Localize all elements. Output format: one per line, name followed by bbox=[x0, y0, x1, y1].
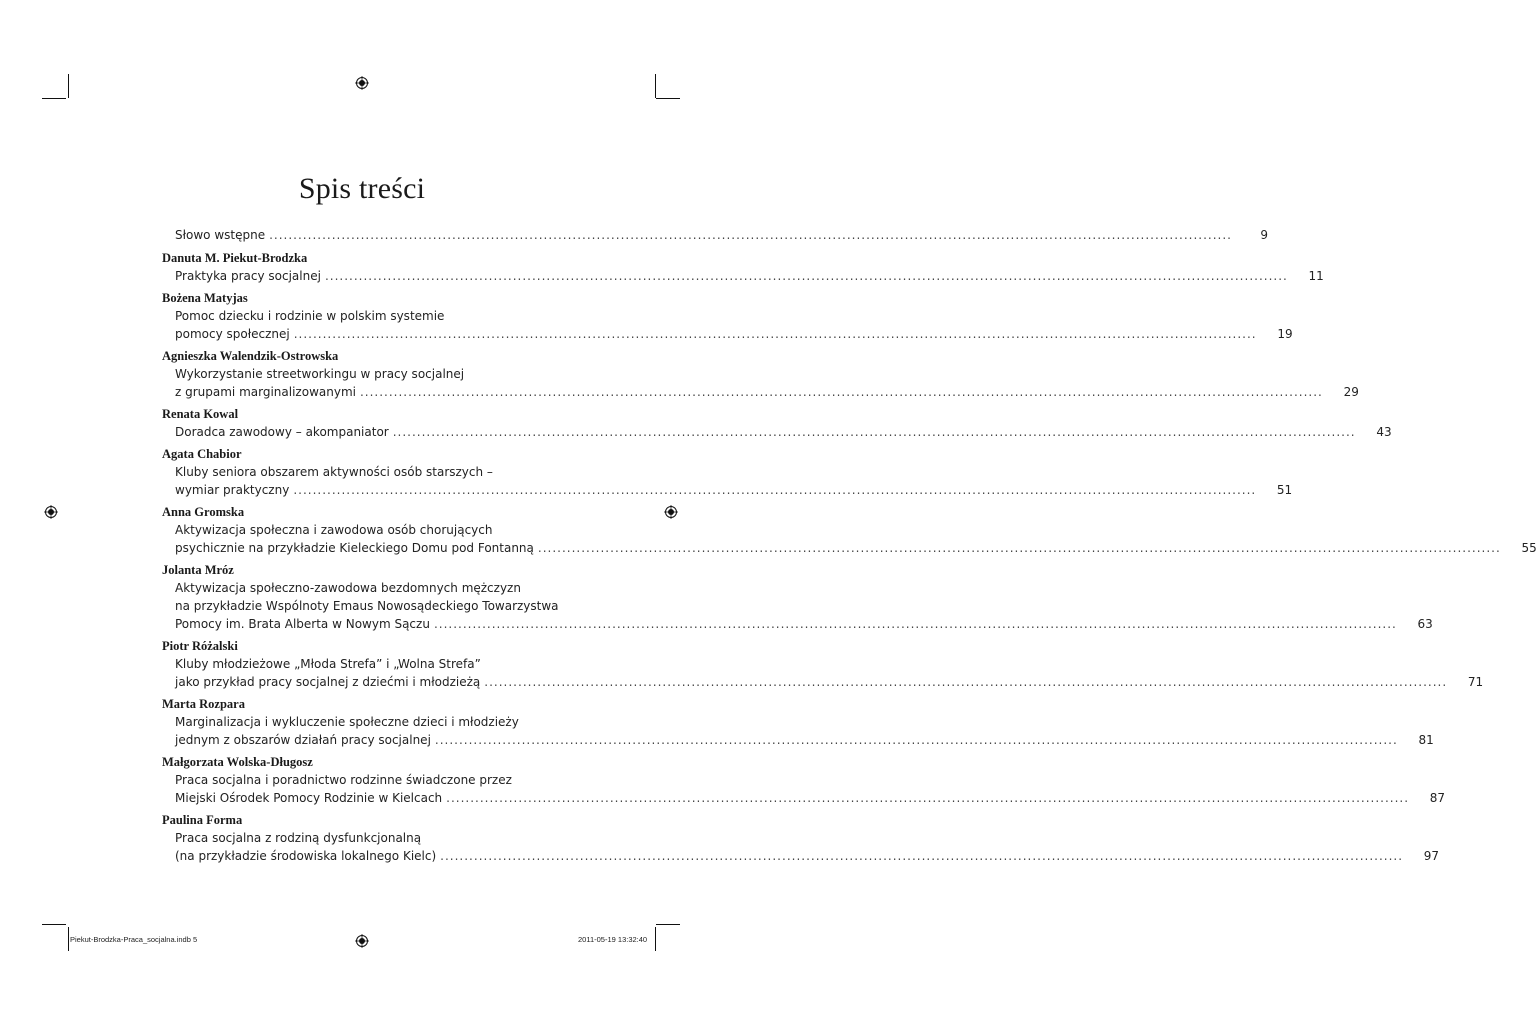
crop-mark bbox=[655, 74, 656, 98]
toc-author: Piotr Różalski bbox=[162, 639, 238, 653]
toc-title-text: pomocy społecznej bbox=[175, 327, 290, 341]
toc-title-text: Wykorzystanie streetworkingu w pracy socjalnej bbox=[175, 367, 465, 381]
toc-title-line bbox=[162, 383, 1359, 401]
toc-author: Paulina Forma bbox=[162, 813, 243, 827]
toc-author: Agnieszka Walendzik-Ostrowska bbox=[162, 349, 339, 363]
toc-title-text: Aktywizacja społeczno-zawodowa bezdomnych mężczyzn bbox=[175, 581, 521, 595]
toc-page-number: 97 bbox=[1423, 849, 1440, 863]
toc-author: Anna Gromska bbox=[162, 505, 245, 519]
toc-title-text: Miejski Ośrodek Pomocy Rodzinie w Kielcach bbox=[175, 791, 443, 805]
toc-author: Małgorzata Wolska-Długosz bbox=[162, 755, 313, 769]
toc-title-line bbox=[162, 325, 1293, 343]
toc-author: Renata Kowal bbox=[162, 407, 239, 421]
page-title: Spis treści bbox=[298, 172, 426, 205]
toc-title-text: Pomoc dziecku i rodzinie w polskim systemie bbox=[175, 309, 445, 323]
registration-mark-icon bbox=[355, 76, 369, 90]
toc-page-number: 81 bbox=[1418, 733, 1434, 747]
toc-title-text: jako przykład pracy socjalnej z dziećmi i młodzieżą bbox=[175, 675, 481, 689]
toc-title-line bbox=[162, 597, 584, 615]
toc-title-text: Praca socjalna i poradnictwo rodzinne świadczone przez bbox=[175, 773, 512, 787]
toc-title-text: Praktyka pracy socjalnej bbox=[175, 269, 321, 283]
toc-title-line bbox=[162, 423, 1392, 441]
crop-mark bbox=[68, 74, 69, 98]
toc-title-line bbox=[162, 463, 584, 481]
toc-dot-leader: ........................................................................................................................................................................................................ bbox=[446, 791, 1410, 805]
toc-entry[interactable] bbox=[162, 504, 1537, 557]
slug-file-info: Piekut-Brodzka-Praca_socjalna.indb 5 bbox=[70, 935, 198, 944]
toc-entry[interactable] bbox=[162, 250, 1324, 285]
toc-title-line bbox=[162, 579, 584, 597]
toc-page-number: 19 bbox=[1277, 327, 1293, 341]
toc-title-line bbox=[162, 673, 1484, 691]
toc-title-line bbox=[162, 731, 1434, 749]
toc-entry[interactable] bbox=[162, 226, 1268, 244]
toc-title-line bbox=[162, 771, 584, 789]
toc-dot-leader: ........................................................................................................................................................................................................ bbox=[484, 675, 1448, 689]
toc-title-line bbox=[162, 539, 1537, 557]
toc-author: Agata Chabior bbox=[162, 447, 242, 461]
slug-timestamp: 2011-05-19 13:32:40 bbox=[578, 935, 648, 944]
toc-title-text: jednym z obszarów działań pracy socjalnej bbox=[175, 733, 431, 747]
toc-title-text: psychicznie na przykładzie Kieleckiego Domu pod Fontanną bbox=[175, 541, 534, 555]
toc-author: Marta Rozpara bbox=[162, 697, 245, 711]
toc-title-text: na przykładzie Wspólnoty Emaus Nowosądeckiego Towarzystwa bbox=[175, 599, 559, 613]
crop-mark bbox=[42, 924, 66, 925]
toc-title-text: z grupami marginalizowanymi bbox=[175, 385, 356, 399]
registration-mark-icon bbox=[664, 505, 678, 519]
toc-title-line bbox=[162, 615, 1433, 633]
toc-title-line bbox=[162, 365, 584, 383]
toc-title-line bbox=[162, 847, 1440, 865]
toc-title-text: Aktywizacja społeczna i zawodowa osób chorujących bbox=[175, 523, 493, 537]
toc-title-text: Praca socjalna z rodziną dysfunkcjonalną bbox=[175, 831, 422, 845]
toc-title-line bbox=[162, 829, 584, 847]
crop-mark bbox=[655, 927, 656, 951]
toc-dot-leader: ........................................................................................................................................................................................................ bbox=[440, 849, 1404, 863]
toc-title-text: Słowo wstępne bbox=[175, 228, 266, 242]
toc-title-text: Marginalizacja i wykluczenie społeczne dzieci i młodzieży bbox=[175, 715, 519, 729]
toc-author: Danuta M. Piekut-Brodzka bbox=[162, 251, 308, 265]
toc-page-number: 51 bbox=[1276, 483, 1293, 497]
toc-title-text: Kluby seniora obszarem aktywności osób starszych – bbox=[175, 465, 493, 479]
toc-entry[interactable] bbox=[162, 348, 1359, 401]
toc-title-line bbox=[162, 307, 584, 325]
toc-dot-leader: ........................................................................................................................................................................................................ bbox=[434, 733, 1398, 747]
toc-entry[interactable] bbox=[162, 290, 1293, 343]
toc-author: Bożena Matyjas bbox=[162, 291, 248, 305]
toc-title-text: Doradca zawodowy – akompaniator bbox=[175, 425, 389, 439]
toc-title-line bbox=[162, 267, 1324, 285]
toc-dot-leader: ........................................................................................................................................................................................................ bbox=[392, 425, 1356, 439]
toc-page-number: 71 bbox=[1467, 675, 1484, 689]
toc-title-text: Pomocy im. Brata Alberta w Nowym Sączu bbox=[175, 617, 430, 631]
toc-dot-leader: ........................................................................................................................................................................................................ bbox=[293, 483, 1257, 497]
toc-entry[interactable] bbox=[162, 812, 1440, 865]
toc-dot-leader: ........................................................................................................................................................................................................ bbox=[269, 228, 1232, 242]
toc-page-number: 9 bbox=[1260, 228, 1268, 242]
toc-title-line bbox=[162, 481, 1293, 499]
table-of-contents bbox=[162, 226, 1537, 870]
toc-dot-leader: ........................................................................................................................................................................................................ bbox=[359, 385, 1323, 399]
registration-mark-icon bbox=[355, 934, 369, 948]
toc-page-number: 63 bbox=[1417, 617, 1433, 631]
toc-title-text: Kluby młodzieżowe „Młoda Strefa” i „Wolna Strefa” bbox=[175, 657, 481, 671]
toc-page-number: 11 bbox=[1308, 269, 1324, 283]
toc-entry[interactable] bbox=[162, 406, 1392, 441]
toc-entry[interactable] bbox=[162, 562, 1433, 633]
toc-page-number: 29 bbox=[1343, 385, 1359, 399]
toc-title-text: wymiar praktyczny bbox=[175, 483, 290, 497]
registration-mark-icon bbox=[44, 505, 58, 519]
toc-author: Jolanta Mróz bbox=[162, 563, 234, 577]
toc-entry[interactable] bbox=[162, 638, 1484, 691]
toc-entry[interactable] bbox=[162, 754, 1446, 807]
toc-title-line bbox=[162, 713, 584, 731]
toc-title-line bbox=[162, 521, 584, 539]
toc-title-line bbox=[162, 226, 1268, 244]
toc-title-text: (na przykładzie środowiska lokalnego Kielc) bbox=[175, 849, 437, 863]
toc-dot-leader: ........................................................................................................................................................................................................ bbox=[537, 541, 1501, 555]
toc-page-number: 55 bbox=[1521, 541, 1537, 555]
crop-mark bbox=[656, 98, 680, 99]
toc-title-line bbox=[162, 789, 1446, 807]
crop-mark bbox=[42, 98, 66, 99]
crop-mark bbox=[68, 927, 69, 951]
toc-title-line bbox=[162, 655, 584, 673]
toc-entry[interactable] bbox=[162, 696, 1434, 749]
toc-dot-leader: ........................................................................................................................................................................................................ bbox=[433, 617, 1397, 631]
toc-page-number: 87 bbox=[1429, 791, 1446, 805]
toc-page-number: 43 bbox=[1376, 425, 1392, 439]
toc-dot-leader: ........................................................................................................................................................................................................ bbox=[293, 327, 1257, 341]
toc-dot-leader: ........................................................................................................................................................................................................ bbox=[324, 269, 1288, 283]
toc-entry[interactable] bbox=[162, 446, 1293, 499]
crop-mark bbox=[656, 924, 680, 925]
